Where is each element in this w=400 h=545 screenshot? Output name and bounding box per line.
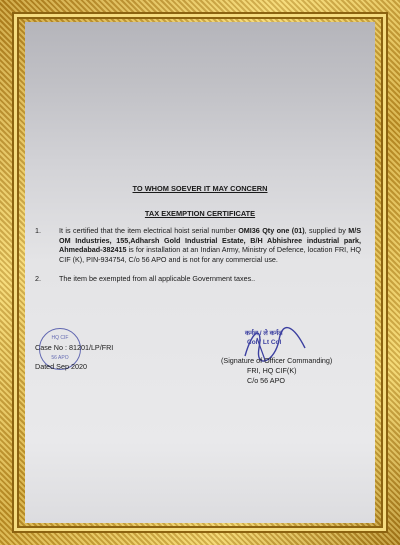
paragraph-1-number: 1. <box>35 226 41 235</box>
stamp-left-line-2: 56 APO <box>51 355 69 361</box>
stamp-left-line-1: HQ CIF <box>51 335 69 341</box>
paragraph-1-serial: OMI36 Qty one (01) <box>238 226 305 235</box>
certificate-paper <box>25 22 375 523</box>
case-number: Case No : 81201/LP/FRI <box>35 343 114 352</box>
paragraph-1-text-c: , supplied by <box>304 226 349 235</box>
paragraph-1 <box>35 226 361 264</box>
signature-stamp-rank: Col / Lt Col <box>247 339 282 346</box>
paragraph-2-body: The item be exempted from all applicable Government taxes.. <box>59 274 256 283</box>
paragraph-2-number: 2. <box>35 274 41 283</box>
signature-stamp-hindi: कर्नल / ले कर्नल <box>245 330 283 337</box>
paragraph-1-supplier: M/S OM Industries, 155,Adharsh Gold Industrial Estate, B/H Abhishree industrial park, Ahmedabad-382415 <box>59 226 361 255</box>
document-subheading: TAX EXEMPTION CERTIFICATE <box>144 209 256 218</box>
signature-line-1: (Signature of Officer Commanding) <box>221 356 333 365</box>
signature-line-2: FRI, HQ CIF(K) <box>247 366 297 375</box>
document-heading: TO WHOM SOEVER IT MAY CONCERN <box>132 184 268 193</box>
paragraph-1-text-a: It is certified that the item electrical hoist serial number <box>59 226 239 235</box>
paragraph-1-text-e: is for installation at an Indian Army, Ministry of Defence, location FRI, HQ CIF (K), PIN-934754, C/o 56 APO and is not for any commercial use. <box>59 245 361 264</box>
dated-line: Dated Sep 2020 <box>35 362 87 371</box>
paragraph-2 <box>35 274 361 284</box>
signature-line-3: C/o 56 APO <box>247 376 285 385</box>
paragraph-1-body <box>35 226 361 264</box>
